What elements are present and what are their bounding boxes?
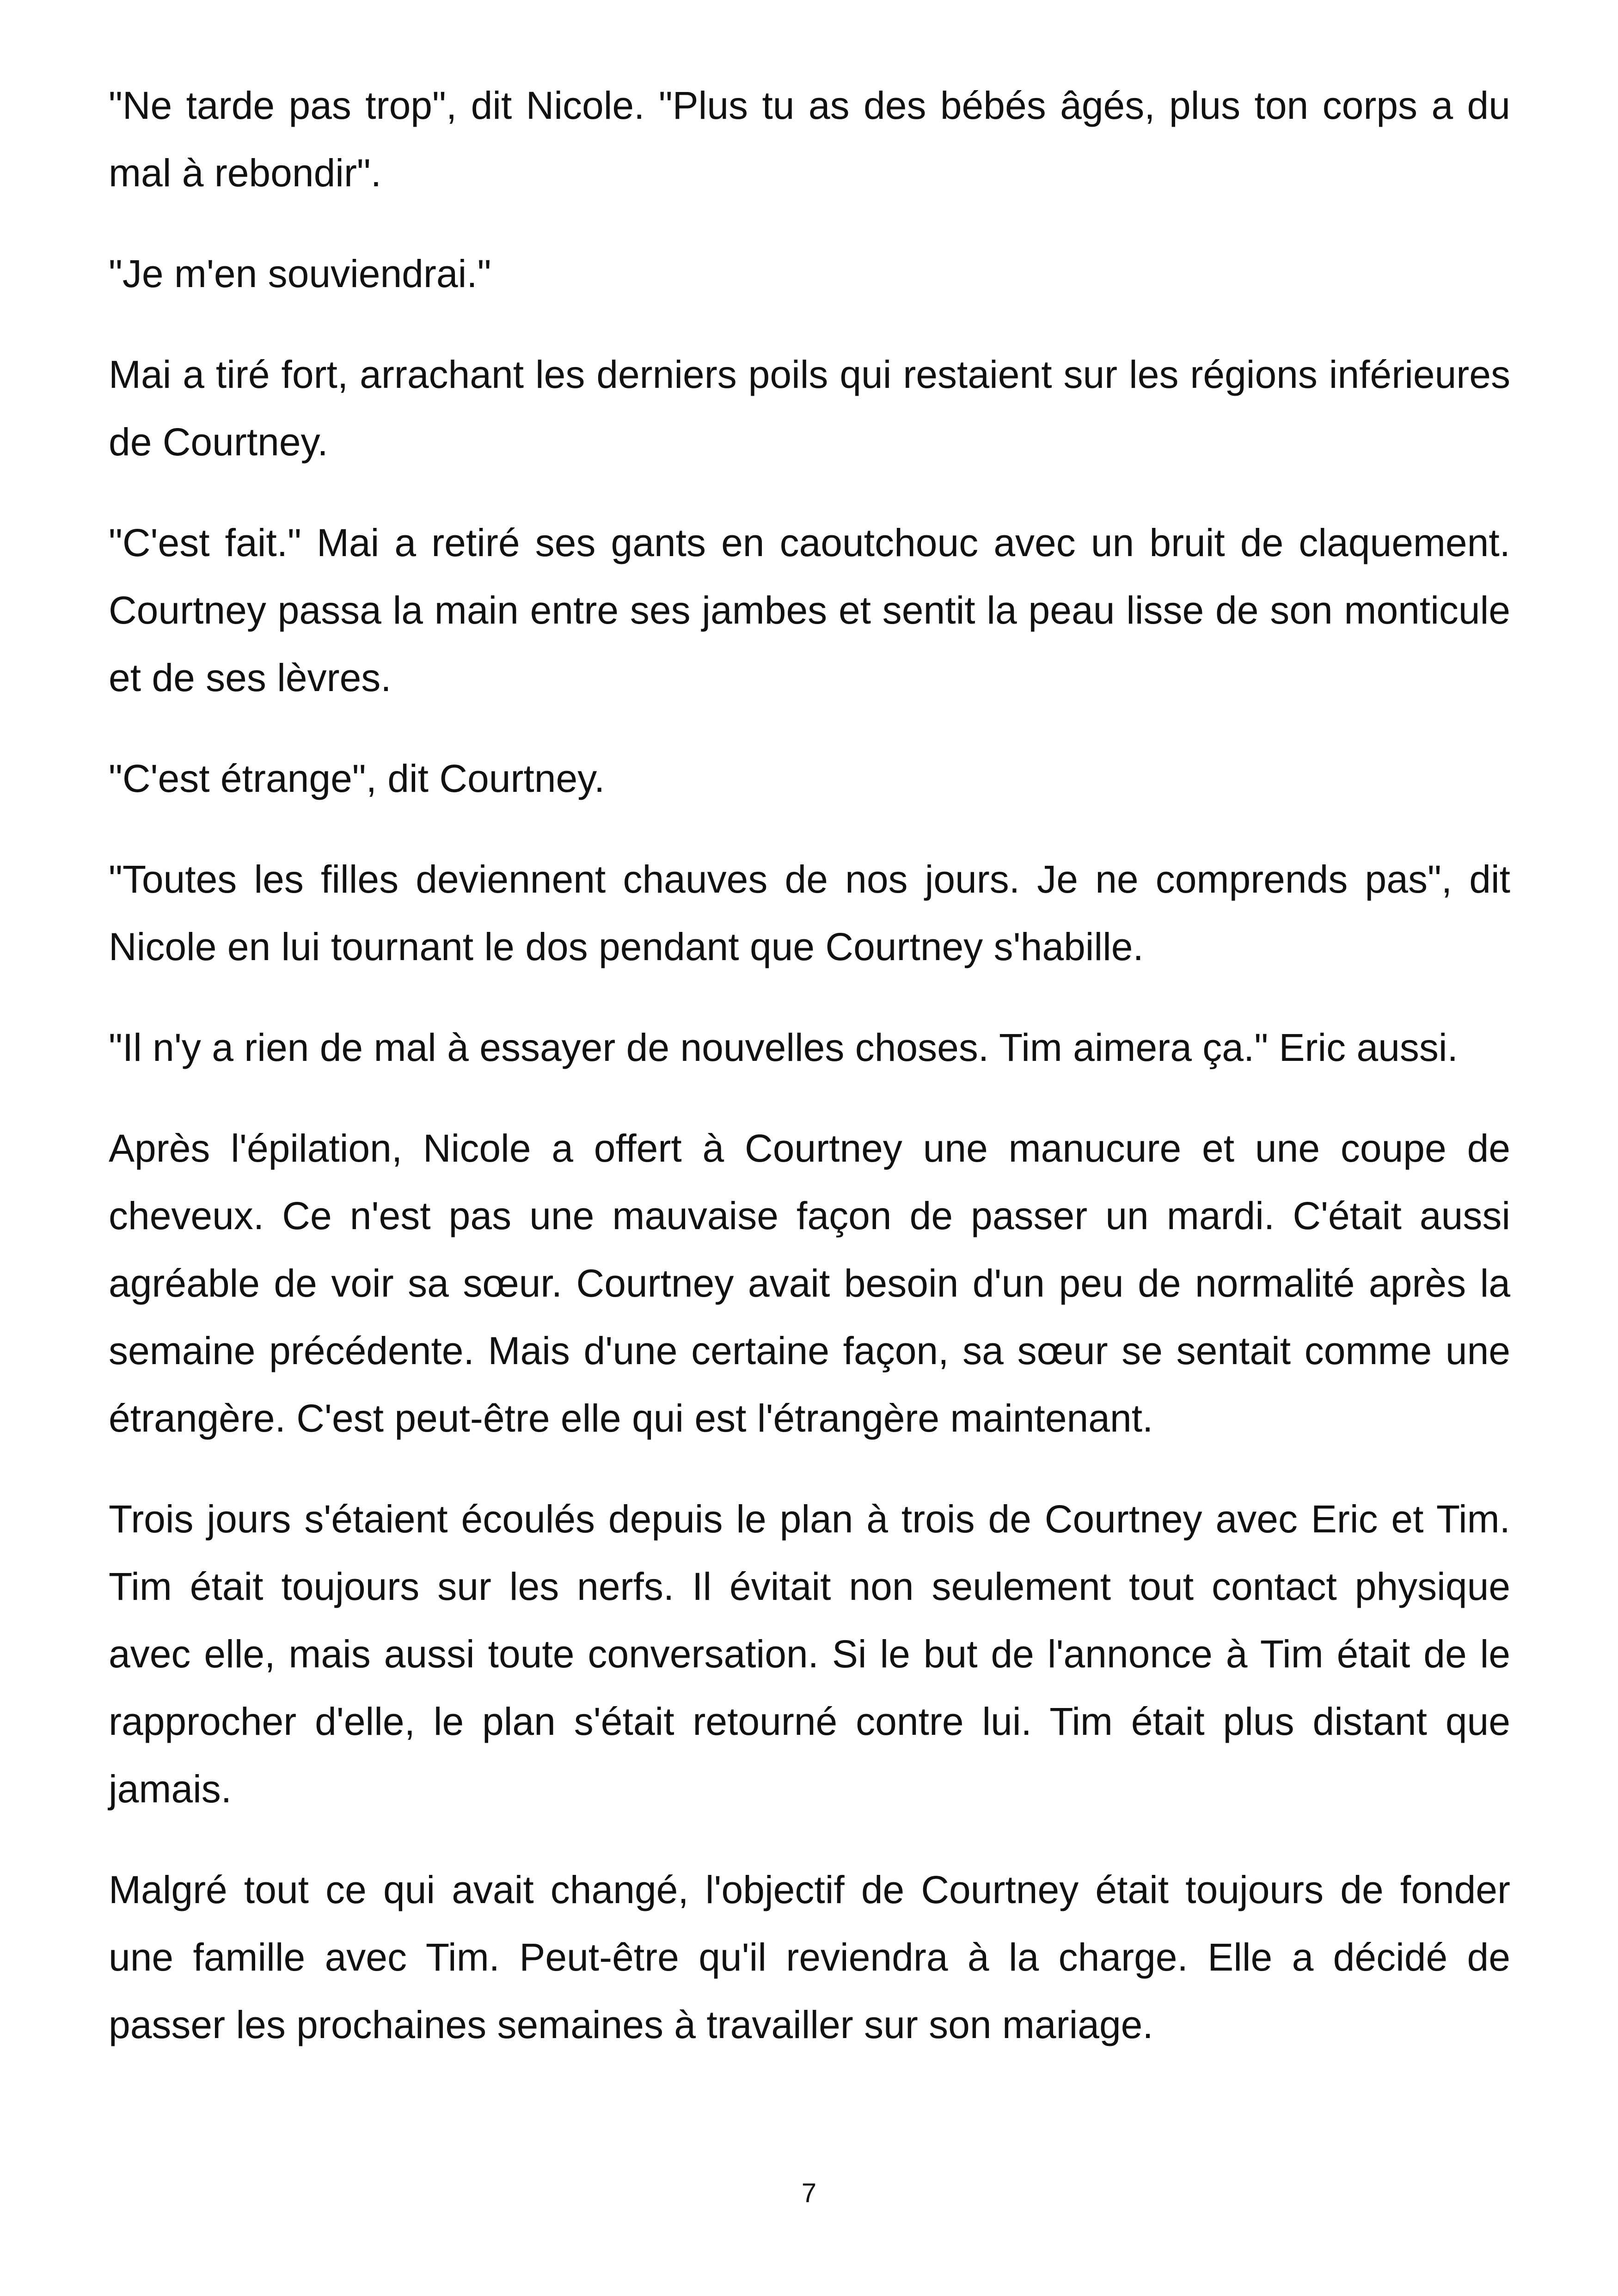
page-number: 7 (801, 2178, 817, 2208)
paragraph: Trois jours s'étaient écoulés depuis le plan à trois de Courtney avec Eric et Tim. Tim était toujours sur les nerfs. Il évitait non seulement tout contact physique avec elle, mais aussi toute conversation. Si le but de l'annonce à Tim était de le rapprocher d'elle, le plan s'était retourné contre lui. Tim était plus distant que jamais. (109, 1497, 1510, 1811)
paragraph: Après l'épilation, Nicole a offert à Courtney une manucure et une coupe de cheveux. Ce n'est pas une mauvaise façon de passer un mardi. C'était aussi agréable de voir sa sœur. Courtney avait besoin d'un peu de normalité après la semaine précédente. Mais d'une certaine façon, sa sœur se sentait comme une étrangère. C'est peut-être elle qui est l'étrangère maintenant. (109, 1127, 1510, 1440)
paragraph: Malgré tout ce qui avait changé, l'objectif de Courtney était toujours de fonder une famille avec Tim. Peut-être qu'il reviendra à la charge. Elle a décidé de passer les prochaines semaines à travailler sur son mariage. (109, 1868, 1510, 2046)
paragraph: "Ne tarde pas trop", dit Nicole. "Plus tu as des bébés âgés, plus ton corps a du mal à rebondir". (109, 84, 1510, 195)
paragraph: "Il n'y a rien de mal à essayer de nouvelles choses. Tim aimera ça." Eric aussi. (109, 1026, 1458, 1069)
paragraph: Mai a tiré fort, arrachant les derniers poils qui restaient sur les régions inférieures de Courtney. (109, 353, 1510, 464)
paragraph: "C'est étrange", dit Courtney. (109, 757, 605, 800)
paragraph: "Toutes les filles deviennent chauves de nos jours. Je ne comprends pas", dit Nicole en lui tournant le dos pendant que Courtney s'habille. (109, 857, 1510, 968)
body-text (109, 72, 1510, 2092)
paragraph: "Je m'en souviendrai." (109, 252, 491, 295)
paragraph: "C'est fait." Mai a retiré ses gants en caoutchouc avec un bruit de claquement. Courtney passa la main entre ses jambes et sentit la peau lisse de son monticule et de ses lèvres. (109, 521, 1510, 699)
